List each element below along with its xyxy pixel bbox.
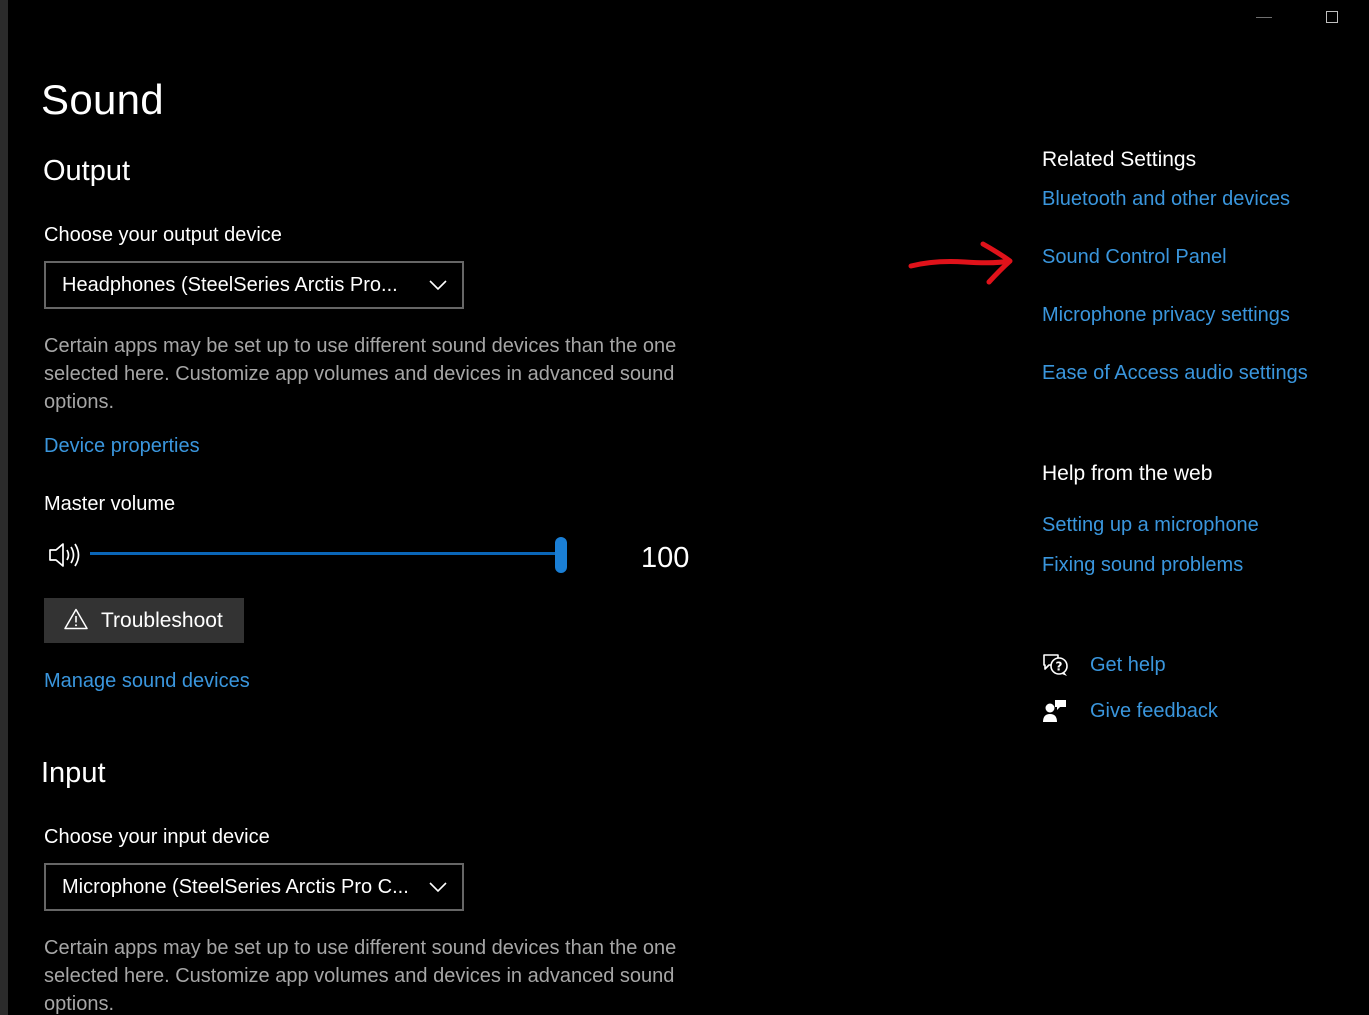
input-description: Certain apps may be set up to use different sound devices than the one selected here. Customize app volumes and devices in advanced sound options. — [44, 937, 677, 1015]
input-device-dropdown[interactable] — [44, 863, 464, 911]
window-left-edge — [0, 0, 8, 1015]
chevron-down-icon — [428, 877, 448, 897]
output-device-value: Headphones (SteelSeries Arctis Pro... — [62, 274, 398, 296]
maximize-button[interactable] — [1326, 11, 1338, 23]
sound-control-panel-link[interactable]: Sound Control Panel — [1042, 246, 1227, 268]
svg-text:?: ? — [1055, 659, 1063, 674]
related-settings-heading: Related Settings — [1042, 148, 1197, 171]
manage-sound-devices-link[interactable]: Manage sound devices — [44, 670, 250, 692]
minimize-button[interactable] — [1256, 17, 1272, 18]
master-volume-slider-track[interactable] — [90, 552, 562, 555]
get-help-link[interactable]: Get help — [1090, 654, 1166, 676]
bluetooth-devices-link[interactable]: Bluetooth and other devices — [1042, 188, 1290, 210]
troubleshoot-label: Troubleshoot — [101, 609, 223, 632]
input-device-label: Choose your input device — [44, 826, 270, 848]
output-heading: Output — [43, 155, 131, 187]
output-device-dropdown[interactable] — [44, 261, 464, 309]
warning-icon — [64, 608, 88, 630]
master-volume-label: Master volume — [44, 493, 176, 515]
input-device-value: Microphone (SteelSeries Arctis Pro C... — [62, 876, 409, 898]
fixing-sound-problems-link[interactable]: Fixing sound problems — [1042, 554, 1244, 576]
feedback-person-icon[interactable] — [1042, 698, 1068, 724]
output-description: Certain apps may be set up to use different sound devices than the one selected here. Customize app volumes and devices in advanced sound options. — [44, 335, 677, 413]
microphone-privacy-link[interactable]: Microphone privacy settings — [1042, 304, 1290, 326]
master-volume-slider-thumb[interactable] — [555, 537, 567, 573]
master-volume-value: 100 — [641, 542, 690, 574]
output-device-label: Choose your output device — [44, 224, 282, 246]
speaker-volume-icon[interactable] — [48, 540, 82, 570]
help-from-web-heading: Help from the web — [1042, 462, 1213, 485]
troubleshoot-button[interactable] — [44, 598, 244, 643]
chevron-down-icon — [428, 275, 448, 295]
page-title: Sound — [41, 76, 164, 123]
device-properties-link[interactable]: Device properties — [44, 435, 200, 457]
red-arrow-annotation-icon — [905, 238, 1017, 290]
help-chat-icon[interactable] — [1041, 652, 1069, 678]
input-heading: Input — [41, 757, 106, 789]
setting-up-microphone-link[interactable]: Setting up a microphone — [1042, 514, 1259, 536]
give-feedback-link[interactable]: Give feedback — [1090, 700, 1218, 722]
ease-of-access-audio-link[interactable]: Ease of Access audio settings — [1042, 362, 1308, 384]
